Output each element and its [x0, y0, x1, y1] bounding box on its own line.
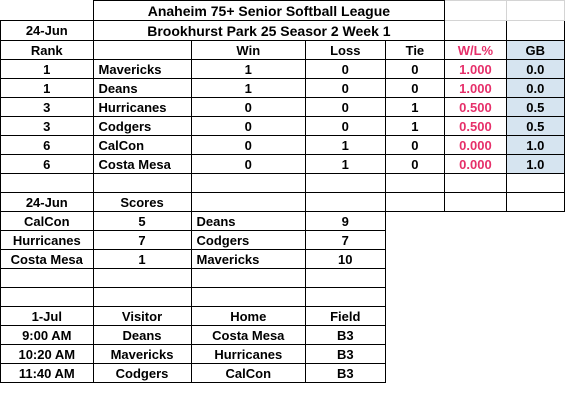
game-time: 9:00 AM [1, 326, 94, 345]
score-team-b: Mavericks [191, 250, 306, 269]
empty-cell [1, 269, 94, 288]
league-title: Anaheim 75+ Senior Softball League [93, 1, 445, 21]
empty-cell [506, 307, 564, 326]
team-cell: CalCon [93, 136, 191, 155]
win-cell: 0 [191, 155, 306, 174]
score-b: 9 [306, 212, 385, 231]
standings-row [1, 136, 565, 155]
loss-cell: 0 [306, 98, 385, 117]
field-cell: B3 [306, 345, 385, 364]
empty-cell [306, 269, 385, 288]
empty-cell [445, 193, 506, 212]
win-cell: 0 [191, 117, 306, 136]
empty-cell [1, 1, 94, 21]
game-time: 11:40 AM [1, 364, 94, 383]
rank-cell: 1 [1, 79, 94, 98]
standings-row [1, 79, 565, 98]
tie-cell: 0 [385, 136, 445, 155]
rank-cell: 1 [1, 60, 94, 79]
empty-cell [506, 212, 564, 231]
empty-cell [506, 288, 564, 307]
home-team: Hurricanes [191, 345, 306, 364]
loss-cell: 0 [306, 60, 385, 79]
tie-cell: 0 [385, 79, 445, 98]
empty-cell [385, 212, 445, 231]
empty-cell [306, 193, 385, 212]
empty-cell [506, 231, 564, 250]
standings-subtitle: Brookhurst Park 25 Seasor 2 Week 1 [93, 21, 445, 41]
empty-cell [445, 174, 506, 193]
gb-cell: 0.0 [506, 60, 564, 79]
empty-cell [506, 364, 564, 383]
standings-row [1, 60, 565, 79]
empty-cell [445, 364, 506, 383]
empty-cell [506, 21, 564, 41]
empty-cell [445, 1, 506, 21]
score-a: 7 [93, 231, 191, 250]
team-cell: Codgers [93, 117, 191, 136]
score-row [1, 212, 565, 231]
gb-cell: 0.5 [506, 117, 564, 136]
win-cell: 0 [191, 136, 306, 155]
score-b: 10 [306, 250, 385, 269]
empty-cell [445, 231, 506, 250]
score-team-a: CalCon [1, 212, 94, 231]
empty-cell [385, 364, 445, 383]
pct-cell: 1.000 [445, 79, 506, 98]
empty-cell [385, 288, 445, 307]
gb-cell: 1.0 [506, 155, 564, 174]
empty-cell [191, 288, 306, 307]
empty-cell [385, 231, 445, 250]
empty-cell [191, 193, 306, 212]
rank-cell: 6 [1, 136, 94, 155]
win-cell: 1 [191, 60, 306, 79]
empty-cell [1, 288, 94, 307]
pct-cell: 1.000 [445, 60, 506, 79]
empty-cell [385, 326, 445, 345]
empty-cell [306, 174, 385, 193]
team-cell: Deans [93, 79, 191, 98]
team-cell: Hurricanes [93, 98, 191, 117]
gb-header: GB [506, 41, 564, 60]
empty-cell [506, 174, 564, 193]
pct-header: W/L% [445, 41, 506, 60]
empty-cell [445, 307, 506, 326]
win-cell: 0 [191, 98, 306, 117]
rank-cell: 3 [1, 117, 94, 136]
score-row [1, 250, 565, 269]
pct-cell: 0.500 [445, 117, 506, 136]
empty-cell [506, 193, 564, 212]
standings-row [1, 98, 565, 117]
empty-cell [385, 269, 445, 288]
field-header: Field [306, 307, 385, 326]
empty-cell [93, 288, 191, 307]
score-row [1, 231, 565, 250]
standings-row [1, 117, 565, 136]
score-a: 1 [93, 250, 191, 269]
home-team: CalCon [191, 364, 306, 383]
scores-date: 24-Jun [1, 193, 94, 212]
tie-header: Tie [385, 41, 445, 60]
gb-cell: 0.5 [506, 98, 564, 117]
schedule-row [1, 345, 565, 364]
tie-cell: 1 [385, 98, 445, 117]
team-cell: Costa Mesa [93, 155, 191, 174]
tie-cell: 0 [385, 60, 445, 79]
gb-cell: 0.0 [506, 79, 564, 98]
empty-cell [1, 174, 94, 193]
visitor-team: Deans [93, 326, 191, 345]
empty-cell [445, 212, 506, 231]
empty-cell [385, 250, 445, 269]
team-cell: Mavericks [93, 60, 191, 79]
score-a: 5 [93, 212, 191, 231]
home-team: Costa Mesa [191, 326, 306, 345]
loss-cell: 1 [306, 136, 385, 155]
empty-cell [93, 269, 191, 288]
field-cell: B3 [306, 326, 385, 345]
empty-cell [385, 345, 445, 364]
empty-cell [445, 326, 506, 345]
empty-cell [93, 174, 191, 193]
empty-cell [445, 250, 506, 269]
empty-cell [385, 307, 445, 326]
win-cell: 1 [191, 79, 306, 98]
tie-cell: 1 [385, 117, 445, 136]
rank-cell: 6 [1, 155, 94, 174]
pct-cell: 0.000 [445, 155, 506, 174]
pct-cell: 0.500 [445, 98, 506, 117]
empty-cell [191, 269, 306, 288]
empty-cell [506, 250, 564, 269]
empty-cell [306, 288, 385, 307]
empty-cell [191, 174, 306, 193]
loss-cell: 0 [306, 79, 385, 98]
tie-cell: 0 [385, 155, 445, 174]
win-header: Win [191, 41, 306, 60]
visitor-team: Mavericks [93, 345, 191, 364]
loss-cell: 0 [306, 117, 385, 136]
gb-cell: 1.0 [506, 136, 564, 155]
empty-cell [445, 288, 506, 307]
field-cell: B3 [306, 364, 385, 383]
pct-cell: 0.000 [445, 136, 506, 155]
loss-cell: 1 [306, 155, 385, 174]
schedule-row [1, 326, 565, 345]
standings-date: 24-Jun [1, 21, 94, 41]
rank-cell: 3 [1, 98, 94, 117]
scores-header: Scores [93, 193, 191, 212]
team-header [93, 41, 191, 60]
home-header: Home [191, 307, 306, 326]
empty-cell [506, 326, 564, 345]
empty-cell [506, 345, 564, 364]
empty-cell [506, 269, 564, 288]
score-b: 7 [306, 231, 385, 250]
standings-row [1, 155, 565, 174]
empty-cell [506, 1, 564, 21]
score-team-b: Codgers [191, 231, 306, 250]
empty-cell [445, 21, 506, 41]
game-time: 10:20 AM [1, 345, 94, 364]
visitor-header: Visitor [93, 307, 191, 326]
score-team-a: Hurricanes [1, 231, 94, 250]
schedule-date: 1-Jul [1, 307, 94, 326]
visitor-team: Codgers [93, 364, 191, 383]
score-team-b: Deans [191, 212, 306, 231]
empty-cell [385, 174, 445, 193]
empty-cell [385, 193, 445, 212]
schedule-row [1, 364, 565, 383]
loss-header: Loss [306, 41, 385, 60]
score-team-a: Costa Mesa [1, 250, 94, 269]
rank-header: Rank [1, 41, 94, 60]
empty-cell [445, 345, 506, 364]
empty-cell [445, 269, 506, 288]
